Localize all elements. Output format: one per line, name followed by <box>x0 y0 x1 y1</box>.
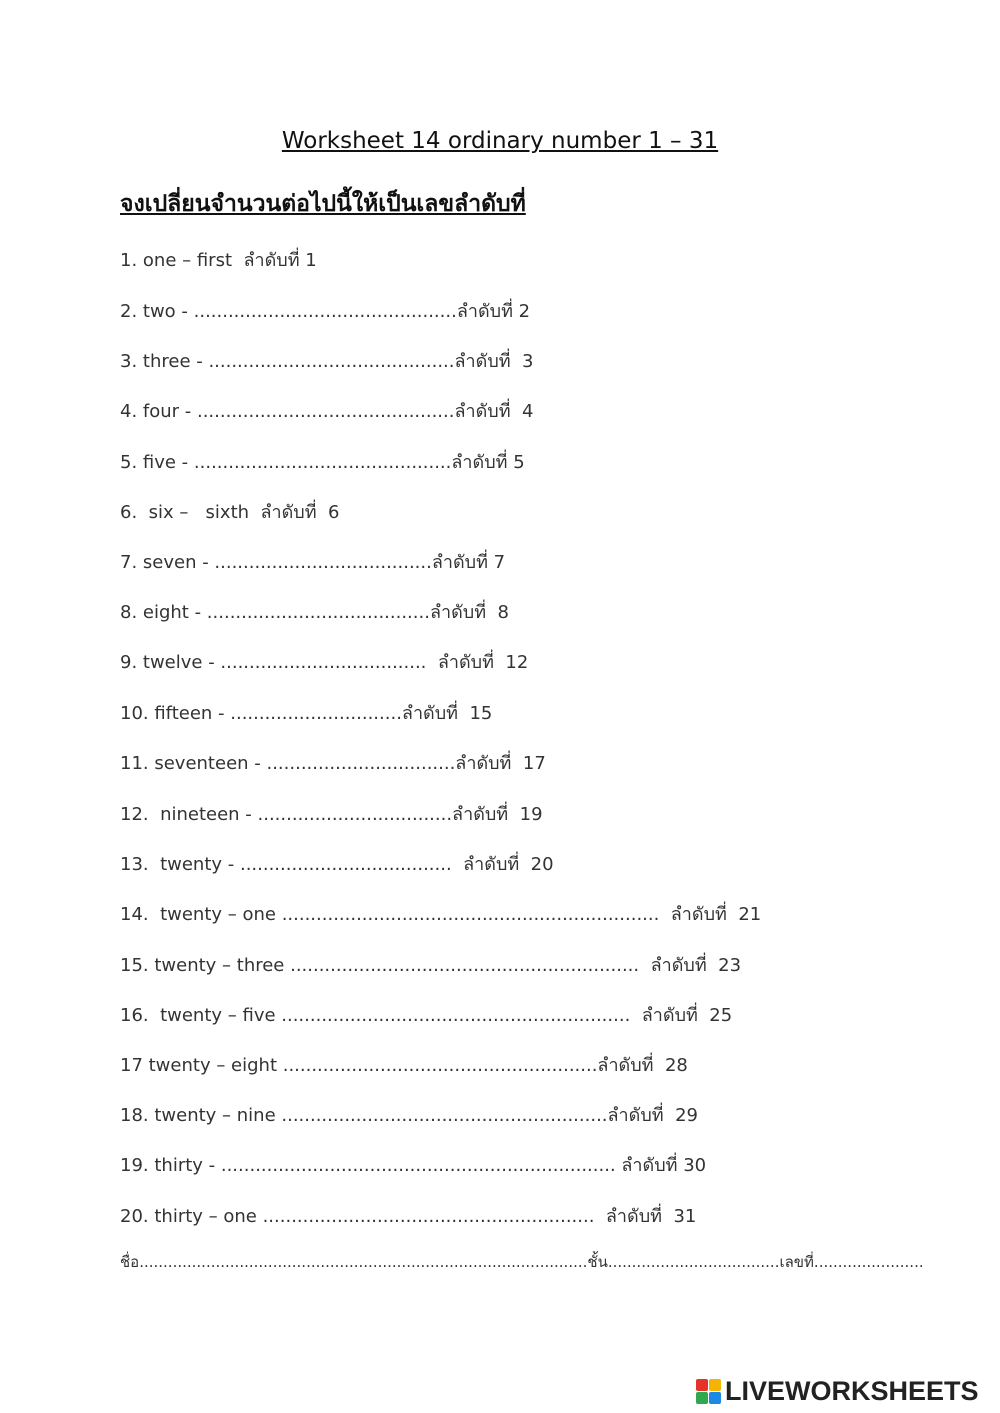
question-item: 13. twenty - ..................................... ลำดับที่ 20 <box>120 854 554 875</box>
question-item: 19. thirty - ..................................................................... ลำดับที่ 30 <box>120 1155 707 1176</box>
question-item: 3. three - ...........................................ลำดับที่ 3 <box>120 351 534 372</box>
question-item: 5. five - .............................................ลำดับที่ 5 <box>120 452 525 473</box>
question-item: 9. twelve - .................................... ลำดับที่ 12 <box>120 652 529 673</box>
student-info-line: ชื่อ..............................................................................................ชั้น....................................เลขที่....................... <box>120 1253 924 1271</box>
liveworksheets-logo <box>696 1376 979 1407</box>
question-item: 7. seven - ......................................ลำดับที่ 7 <box>120 552 506 573</box>
question-item: 6. six – sixth ลำดับที่ 6 <box>120 502 340 523</box>
question-item: 1. one – first ลำดับที่ 1 <box>120 250 317 271</box>
question-item: 4. four - .............................................ลำดับที่ 4 <box>120 401 534 422</box>
question-item: 12. nineteen - ..................................ลำดับที่ 19 <box>120 804 543 825</box>
question-item: 2. two - ..............................................ลำดับที่ 2 <box>120 301 531 322</box>
question-item: 16. twenty – five ............................................................. ลำดับที่ 25 <box>120 1005 733 1026</box>
question-item: 10. fifteen - ..............................ลำดับที่ 15 <box>120 703 493 724</box>
question-item: 18. twenty – nine .........................................................ลำดับที่ 29 <box>120 1105 698 1126</box>
instruction-heading: จงเปลี่ยนจำนวนต่อไปนี้ให้เป็นเลขลำดับที่ <box>120 191 526 217</box>
worksheet-title: Worksheet 14 ordinary number 1 – 31 <box>281 128 719 154</box>
question-item: 15. twenty – three ............................................................. ลำดับที่ 23 <box>120 955 742 976</box>
question-item: 8. eight - .......................................ลำดับที่ 8 <box>120 602 509 623</box>
question-item: 14. twenty – one .................................................................. ลำดับที่ 21 <box>120 904 762 925</box>
logo-wordmark: LIVEWORKSHEETS <box>725 1376 979 1406</box>
question-item: 17 twenty – eight .......................................................ลำดับที่ 28 <box>120 1055 688 1076</box>
question-item: 20. thirty – one .......................................................... ลำดับที่ 31 <box>120 1206 697 1227</box>
question-item: 11. seventeen - .................................ลำดับที่ 17 <box>120 753 546 774</box>
logo-mark-icon <box>696 1379 721 1404</box>
